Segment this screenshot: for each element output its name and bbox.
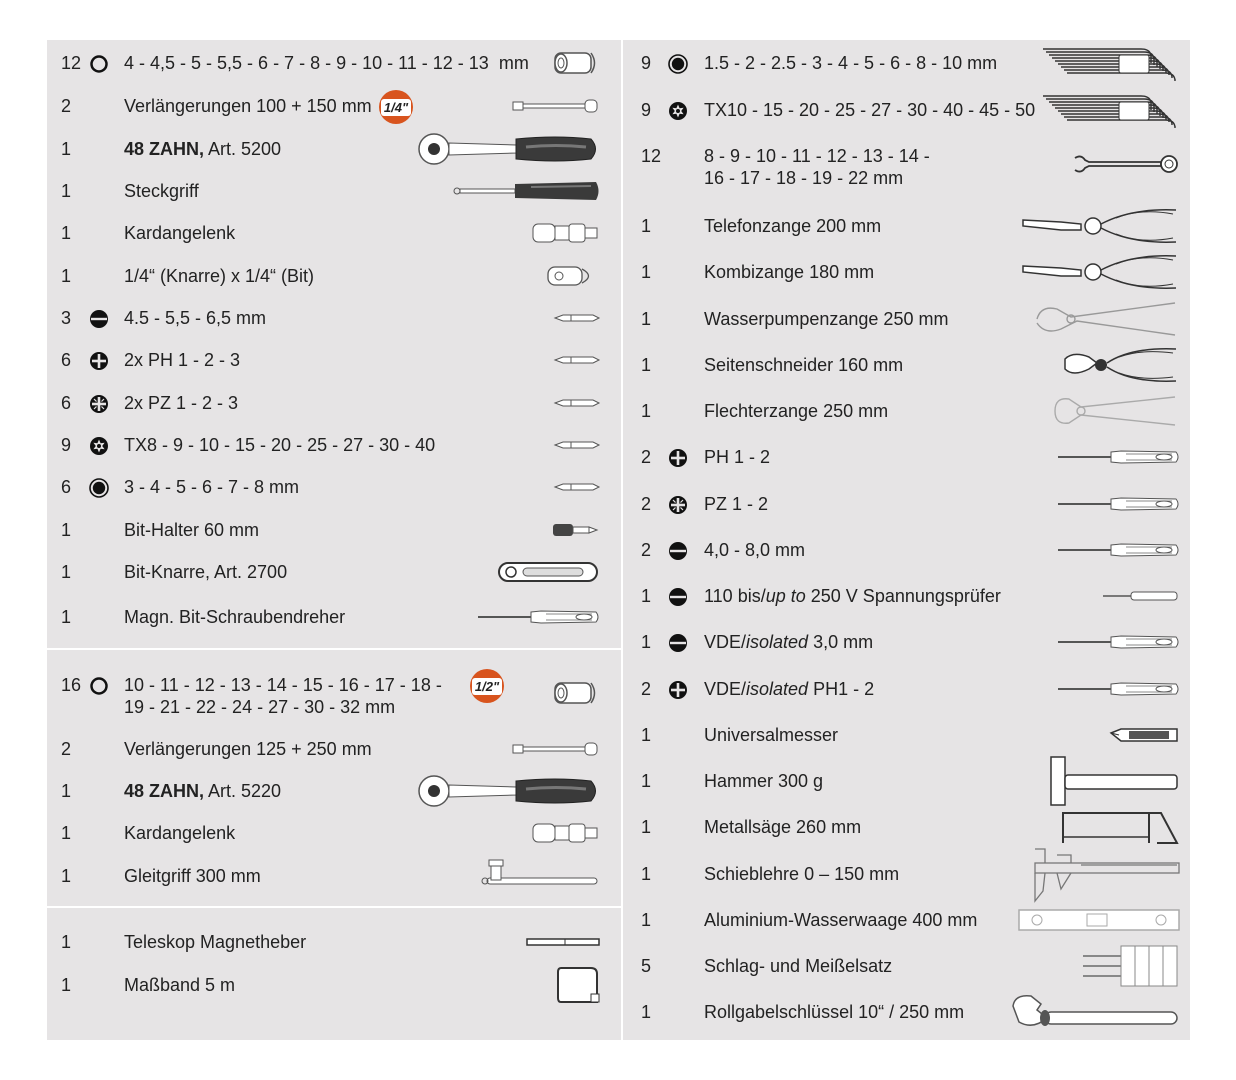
spirit-level-icon bbox=[1017, 906, 1181, 934]
item-description bbox=[124, 52, 529, 74]
chisel-set-icon bbox=[1081, 942, 1181, 990]
torx-icon bbox=[89, 436, 109, 456]
ratchet-icon bbox=[416, 129, 601, 169]
item-description bbox=[124, 349, 240, 371]
t-bar-icon bbox=[481, 856, 601, 896]
list-item bbox=[641, 585, 1181, 615]
item-description bbox=[704, 215, 881, 237]
item-quantity: 1 bbox=[61, 223, 72, 243]
item-quantity: 1 bbox=[61, 520, 72, 540]
item-description bbox=[704, 724, 838, 746]
screwdriver-icon bbox=[1056, 541, 1181, 559]
item-quantity: 1 bbox=[641, 401, 652, 421]
item-text: TX10 - 15 - 20 - 25 - 27 - 30 - 40 - 45 - 50 bbox=[704, 100, 1036, 120]
item-description bbox=[704, 539, 805, 561]
side-cutter-icon bbox=[1061, 343, 1181, 387]
pozidriv-icon bbox=[89, 394, 109, 414]
list-item bbox=[641, 770, 1181, 800]
ring-icon bbox=[89, 676, 109, 696]
item-quantity: 1 bbox=[641, 1002, 652, 1022]
slotted-icon bbox=[89, 309, 109, 329]
bit-ratchet-icon bbox=[497, 560, 601, 584]
column-divider bbox=[621, 40, 623, 1040]
item-text: 4 - 4,5 - 5 - 5,5 - 6 - 7 - 8 - 9 - 10 - 11 - 12 - 13 mm bbox=[124, 53, 529, 73]
item-quantity: 6 bbox=[61, 477, 72, 497]
item-text-italic: up to bbox=[765, 586, 806, 606]
item-text: Teleskop Magnetheber bbox=[124, 932, 307, 952]
item-text: Wasserpumpenzange 250 mm bbox=[704, 309, 949, 329]
list-item bbox=[641, 145, 1181, 188]
list-item bbox=[641, 863, 1181, 893]
item-description bbox=[124, 931, 306, 953]
list-item bbox=[641, 724, 1181, 754]
item-text: VDE/ bbox=[704, 679, 747, 699]
item-description bbox=[124, 307, 266, 329]
extension-bar-icon bbox=[511, 96, 601, 116]
item-text: Kombizange 180 mm bbox=[704, 262, 875, 282]
list-item bbox=[61, 52, 601, 82]
item-description bbox=[124, 674, 442, 718]
list-item bbox=[641, 816, 1181, 846]
list-item bbox=[641, 539, 1181, 569]
item-quantity: 2 bbox=[641, 540, 652, 560]
item-description bbox=[124, 265, 314, 287]
item-text: 4,0 - 8,0 mm bbox=[704, 540, 806, 560]
list-item bbox=[61, 349, 601, 379]
item-description bbox=[704, 863, 899, 885]
item-text: Magn. Bit-Schraubendreher bbox=[124, 607, 346, 627]
drive-size-label: 1/2" bbox=[472, 678, 502, 695]
drive-size-label: 1/4" bbox=[381, 99, 411, 116]
screwdriver-icon bbox=[1056, 633, 1181, 651]
item-description bbox=[704, 493, 768, 515]
bit-icon bbox=[553, 480, 601, 494]
item-quantity: 9 bbox=[641, 100, 652, 120]
item-quantity: 1 bbox=[61, 181, 72, 201]
item-quantity: 9 bbox=[61, 435, 72, 455]
item-quantity: 6 bbox=[61, 350, 72, 370]
item-quantity: 12 bbox=[641, 146, 662, 166]
item-description bbox=[124, 519, 259, 541]
item-text: 110 bis/ bbox=[704, 586, 766, 606]
section-divider-quarter-half bbox=[47, 648, 621, 650]
item-description bbox=[124, 95, 372, 117]
item-description bbox=[704, 308, 948, 330]
item-text: Gleitgriff 300 mm bbox=[124, 866, 261, 886]
item-quantity: 1 bbox=[641, 632, 652, 652]
list-item bbox=[641, 215, 1181, 245]
list-item bbox=[61, 931, 601, 961]
list-item bbox=[641, 955, 1181, 985]
item-description bbox=[704, 585, 1001, 607]
caliper-icon bbox=[1021, 845, 1181, 903]
combination-wrench-icon bbox=[1071, 152, 1181, 176]
item-quantity: 1 bbox=[61, 823, 72, 843]
bit-icon bbox=[553, 353, 601, 367]
item-text: 2x PZ 1 - 2 - 3 bbox=[124, 393, 239, 413]
item-text: Verlängerungen 125 + 250 mm bbox=[124, 739, 372, 759]
item-text: 2x PH 1 - 2 - 3 bbox=[124, 350, 241, 370]
bit-icon bbox=[553, 438, 601, 452]
hex-keys-icon bbox=[1041, 43, 1181, 83]
list-item bbox=[61, 974, 601, 1004]
item-text: Universalmesser bbox=[704, 725, 839, 745]
item-text-after: 3,0 mm bbox=[808, 632, 874, 652]
item-description bbox=[704, 909, 977, 931]
tape-measure-icon bbox=[555, 964, 601, 1006]
item-description bbox=[704, 770, 823, 792]
screwdriver-icon bbox=[1056, 495, 1181, 513]
pliers-icon bbox=[1021, 250, 1181, 294]
item-description bbox=[124, 180, 199, 202]
item-quantity: 1 bbox=[61, 866, 72, 886]
pozidriv-icon bbox=[668, 495, 688, 515]
slotted-icon bbox=[668, 587, 688, 607]
item-quantity: 5 bbox=[641, 956, 652, 976]
item-brand-label: 48 ZAHN, bbox=[124, 781, 205, 801]
drive-size-badge bbox=[470, 669, 504, 703]
item-text: Metallsäge 260 mm bbox=[704, 817, 862, 837]
list-item bbox=[641, 1001, 1181, 1031]
list-item bbox=[61, 822, 601, 852]
hex-icon bbox=[668, 54, 688, 74]
item-text: Maßband 5 m bbox=[124, 975, 236, 995]
list-item bbox=[61, 222, 601, 252]
item-quantity: 1 bbox=[61, 266, 72, 286]
torx-keys-icon bbox=[1041, 90, 1181, 130]
hacksaw-icon bbox=[1057, 807, 1181, 847]
item-text: TX8 - 9 - 10 - 15 - 20 - 25 - 27 - 30 - 40 bbox=[124, 435, 436, 455]
item-description bbox=[124, 476, 299, 498]
hammer-icon bbox=[1047, 755, 1181, 807]
item-description bbox=[124, 138, 281, 160]
list-item bbox=[641, 446, 1181, 476]
bit-icon bbox=[553, 311, 601, 325]
item-description bbox=[124, 392, 238, 414]
item-text: PH 1 - 2 bbox=[704, 447, 771, 467]
item-quantity: 1 bbox=[641, 817, 652, 837]
item-text: VDE/ bbox=[704, 632, 747, 652]
item-quantity: 1 bbox=[61, 562, 72, 582]
item-text: 8 - 9 - 10 - 11 - 12 - 13 - 14 - bbox=[704, 146, 930, 166]
item-text: Verlängerungen 100 + 150 mm bbox=[124, 96, 372, 116]
list-item bbox=[641, 99, 1181, 129]
item-description bbox=[124, 974, 235, 996]
item-description bbox=[704, 354, 903, 376]
item-description bbox=[704, 261, 874, 283]
item-text: Kardangelenk bbox=[124, 223, 236, 243]
phillips-icon bbox=[89, 351, 109, 371]
item-text: Kardangelenk bbox=[124, 823, 236, 843]
item-text: Art. 5220 bbox=[204, 781, 282, 801]
slotted-icon bbox=[668, 633, 688, 653]
list-item bbox=[61, 561, 601, 591]
list-item bbox=[641, 354, 1181, 384]
utility-knife-icon bbox=[1109, 723, 1181, 747]
bit-holder-icon bbox=[551, 521, 601, 539]
item-description bbox=[704, 955, 892, 977]
item-quantity: 1 bbox=[641, 910, 652, 930]
item-description bbox=[704, 678, 874, 700]
slotted-icon bbox=[668, 541, 688, 561]
item-quantity: 12 bbox=[61, 53, 82, 73]
water-pump-pliers-icon bbox=[1031, 299, 1181, 339]
item-description bbox=[124, 780, 281, 802]
item-description bbox=[704, 145, 930, 189]
universal-joint-icon bbox=[531, 220, 601, 246]
item-quantity: 9 bbox=[641, 53, 652, 73]
list-item bbox=[641, 400, 1181, 430]
item-quantity: 1 bbox=[641, 355, 652, 375]
item-quantity: 1 bbox=[641, 725, 652, 745]
pliers-icon bbox=[1021, 204, 1181, 248]
list-item bbox=[641, 308, 1181, 338]
item-text: 3 - 4 - 5 - 6 - 7 - 8 mm bbox=[124, 477, 300, 497]
item-description bbox=[704, 400, 888, 422]
item-description bbox=[704, 816, 861, 838]
screwdriver-icon bbox=[1056, 448, 1181, 466]
socket-icon bbox=[551, 678, 601, 708]
item-text-after: PH1 - 2 bbox=[808, 679, 875, 699]
telescopic-magnet-icon bbox=[525, 937, 601, 947]
section-divider-half-misc bbox=[47, 906, 621, 908]
list-item bbox=[61, 95, 601, 125]
bit-icon bbox=[553, 396, 601, 410]
item-quantity: 3 bbox=[61, 308, 72, 328]
item-text: 4.5 - 5,5 - 6,5 mm bbox=[124, 308, 267, 328]
list-item bbox=[61, 265, 601, 295]
item-quantity: 1 bbox=[61, 139, 72, 159]
item-description bbox=[124, 561, 287, 583]
list-item bbox=[61, 606, 601, 636]
item-description bbox=[124, 738, 372, 760]
item-quantity: 16 bbox=[61, 675, 82, 695]
item-text: Bit-Knarre, Art. 2700 bbox=[124, 562, 288, 582]
item-quantity: 1 bbox=[641, 586, 652, 606]
item-quantity: 1 bbox=[641, 216, 652, 236]
list-item bbox=[61, 738, 601, 768]
item-description bbox=[704, 1001, 964, 1023]
phillips-icon bbox=[668, 680, 688, 700]
list-item bbox=[61, 434, 601, 464]
item-brand-label: 48 ZAHN, bbox=[124, 139, 205, 159]
item-text-line2: 19 - 21 - 22 - 24 - 27 - 30 - 32 mm bbox=[124, 697, 396, 717]
universal-joint-icon bbox=[531, 820, 601, 846]
list-item bbox=[641, 261, 1181, 291]
list-item bbox=[61, 476, 601, 506]
item-text: 1.5 - 2 - 2.5 - 3 - 4 - 5 - 6 - 8 - 10 mm bbox=[704, 53, 998, 73]
item-quantity: 2 bbox=[61, 739, 72, 759]
list-item bbox=[61, 674, 601, 717]
item-quantity: 2 bbox=[641, 494, 652, 514]
item-text: 10 - 11 - 12 - 13 - 14 - 15 - 16 - 17 - 18 - bbox=[124, 675, 442, 695]
adapter-icon bbox=[545, 264, 601, 288]
torx-icon bbox=[668, 101, 688, 121]
list-item bbox=[61, 780, 601, 810]
list-item bbox=[641, 493, 1181, 523]
ratchet-icon bbox=[416, 771, 601, 811]
list-item bbox=[61, 180, 601, 210]
item-description bbox=[124, 865, 261, 887]
extension-bar-icon bbox=[511, 739, 601, 759]
item-description bbox=[704, 99, 1035, 121]
item-text: Flechterzange 250 mm bbox=[704, 401, 889, 421]
list-item bbox=[61, 865, 601, 895]
hex-icon bbox=[89, 478, 109, 498]
item-text: Hammer 300 g bbox=[704, 771, 824, 791]
screwdriver-handle-icon bbox=[451, 178, 601, 204]
item-description bbox=[704, 52, 997, 74]
adjustable-wrench-icon bbox=[1009, 992, 1181, 1032]
item-description bbox=[124, 434, 435, 456]
item-quantity: 1 bbox=[641, 771, 652, 791]
list-item bbox=[61, 307, 601, 337]
item-text: Rollgabelschlüssel 10“ / 250 mm bbox=[704, 1002, 965, 1022]
item-description bbox=[704, 446, 770, 468]
item-quantity: 1 bbox=[641, 864, 652, 884]
list-item bbox=[641, 678, 1181, 708]
item-quantity: 2 bbox=[641, 679, 652, 699]
item-description bbox=[124, 822, 235, 844]
item-description bbox=[124, 222, 235, 244]
ring-icon bbox=[89, 54, 109, 74]
item-text-after: 250 V Spannungsprüfer bbox=[805, 586, 1001, 606]
list-item bbox=[641, 909, 1181, 939]
item-description bbox=[704, 631, 873, 653]
list-item bbox=[61, 392, 601, 422]
item-text: Telefonzange 200 mm bbox=[704, 216, 882, 236]
item-text: Schieblehre 0 – 150 mm bbox=[704, 864, 900, 884]
item-text-italic: isolated bbox=[746, 679, 809, 699]
item-text: 1/4“ (Knarre) x 1/4“ (Bit) bbox=[124, 266, 315, 286]
item-quantity: 1 bbox=[61, 781, 72, 801]
item-quantity: 6 bbox=[61, 393, 72, 413]
item-description bbox=[124, 606, 345, 628]
item-text: Schlag- und Meißelsatz bbox=[704, 956, 893, 976]
item-quantity: 1 bbox=[641, 309, 652, 329]
item-quantity: 2 bbox=[641, 447, 652, 467]
screwdriver-icon bbox=[1056, 680, 1181, 698]
drive-size-badge bbox=[379, 90, 413, 124]
item-text-italic: isolated bbox=[746, 632, 809, 652]
screwdriver-icon bbox=[476, 608, 601, 626]
item-text: Bit-Halter 60 mm bbox=[124, 520, 260, 540]
end-cutter-icon bbox=[1051, 391, 1181, 431]
item-text: Aluminium-Wasserwaage 400 mm bbox=[704, 910, 978, 930]
list-item bbox=[641, 631, 1181, 661]
socket-icon bbox=[551, 48, 601, 78]
item-quantity: 1 bbox=[641, 262, 652, 282]
item-text: Art. 5200 bbox=[204, 139, 282, 159]
voltage-tester-icon bbox=[1101, 590, 1181, 602]
item-text: Steckgriff bbox=[124, 181, 199, 201]
item-text: PZ 1 - 2 bbox=[704, 494, 769, 514]
item-quantity: 1 bbox=[61, 607, 72, 627]
list-item bbox=[61, 138, 601, 168]
list-item bbox=[61, 519, 601, 549]
item-quantity: 2 bbox=[61, 96, 72, 116]
phillips-icon bbox=[668, 448, 688, 468]
item-quantity: 1 bbox=[61, 932, 72, 952]
list-item bbox=[641, 52, 1181, 82]
item-quantity: 1 bbox=[61, 975, 72, 995]
item-text: Seitenschneider 160 mm bbox=[704, 355, 904, 375]
item-text-line2: 16 - 17 - 18 - 19 - 22 mm bbox=[704, 168, 904, 188]
